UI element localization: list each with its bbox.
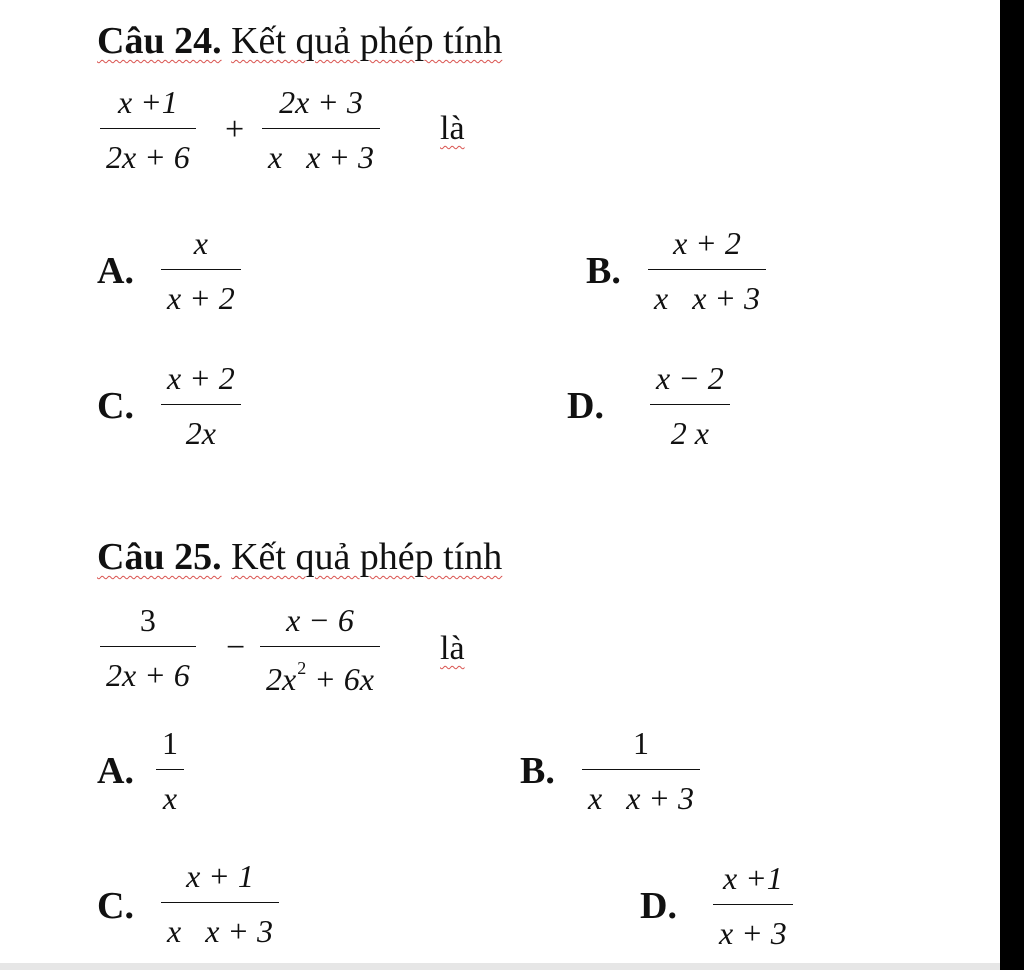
q24-option-a-numerator: x: [193, 225, 208, 261]
q24-option-d-fraction: [650, 362, 730, 449]
q24-expr-la: là: [440, 110, 465, 147]
q25-option-d-denominator: x + 3: [719, 915, 787, 951]
q25-option-b-label: B.: [520, 750, 555, 792]
q24-option-d-denominator: 2 x: [670, 415, 709, 451]
q25-option-a-label: A.: [97, 750, 134, 792]
q24-option-d-numerator: x − 2: [656, 360, 724, 396]
question-24-heading: [97, 22, 502, 60]
q25-option-d-label: D.: [640, 885, 677, 927]
bottom-strip: [0, 963, 1000, 970]
q24-expr-fraction-1: [100, 86, 196, 173]
q25-expr-f2-den-part-b: + 6x: [306, 661, 374, 697]
q25-option-c-label: C.: [97, 885, 134, 927]
q24-expr-f1-numerator: x +1: [118, 84, 178, 120]
q24-option-d-label: D.: [567, 385, 604, 427]
q25-expr-f2-den-part-a: 2x: [266, 661, 297, 697]
q25-expr-la: là: [440, 630, 465, 667]
q24-option-b-denominator: x x + 3: [654, 280, 760, 316]
question-25-number: Câu 25.: [97, 536, 222, 578]
q24-expr-f2-numerator: 2x + 3: [279, 84, 363, 120]
question-24-text: Kết quả phép tính: [231, 20, 503, 62]
q24-expr-f2-denominator: x x + 3: [268, 139, 374, 175]
q25-option-a-numerator: 1: [162, 725, 178, 761]
q24-option-c-label: C.: [97, 385, 134, 427]
q24-option-a-denominator: x + 2: [167, 280, 235, 316]
q25-expr-fraction-1: [100, 604, 196, 691]
q25-expr-f2-den-exponent: 2: [297, 658, 307, 678]
q24-option-a-fraction: [161, 227, 241, 314]
q25-option-b-denominator: x x + 3: [588, 780, 694, 816]
q24-option-c-numerator: x + 2: [167, 360, 235, 396]
q25-option-c-denominator: x x + 3: [167, 913, 273, 949]
question-24-number: Câu 24.: [97, 20, 222, 62]
q25-expr-fraction-2: [260, 604, 380, 695]
question-25-heading: [97, 538, 502, 576]
q24-expr-fraction-2: [262, 86, 380, 173]
q24-option-c-denominator: 2x: [185, 415, 216, 451]
q25-expr-operator: −: [226, 629, 246, 666]
q25-option-b-numerator: 1: [633, 725, 649, 761]
q25-expr-f1-numerator: 3: [139, 602, 156, 638]
q24-expr-f1-denominator: 2x + 6: [106, 139, 190, 175]
question-25-text: Kết quả phép tính: [231, 536, 503, 578]
q25-option-b-fraction: [582, 727, 700, 814]
q24-option-c-fraction: [161, 362, 241, 449]
q25-option-c-fraction: [161, 860, 279, 947]
q25-option-c-numerator: x + 1: [186, 858, 254, 894]
q24-expr-operator: +: [225, 111, 245, 148]
q24-option-b-numerator: x + 2: [673, 225, 741, 261]
q25-expr-f2-numerator: x − 6: [286, 602, 354, 638]
q25-option-a-fraction: [156, 727, 184, 814]
q25-expr-f1-denominator: 2x + 6: [106, 657, 190, 693]
q24-option-b-label: B.: [586, 250, 621, 292]
q25-option-a-denominator: x: [162, 780, 178, 816]
q24-option-b-fraction: [648, 227, 766, 314]
q25-expr-f2-denominator: [260, 647, 380, 695]
q25-option-d-fraction: [713, 862, 793, 949]
q25-option-d-numerator: x +1: [723, 860, 783, 896]
q24-option-a-label: A.: [97, 250, 134, 292]
